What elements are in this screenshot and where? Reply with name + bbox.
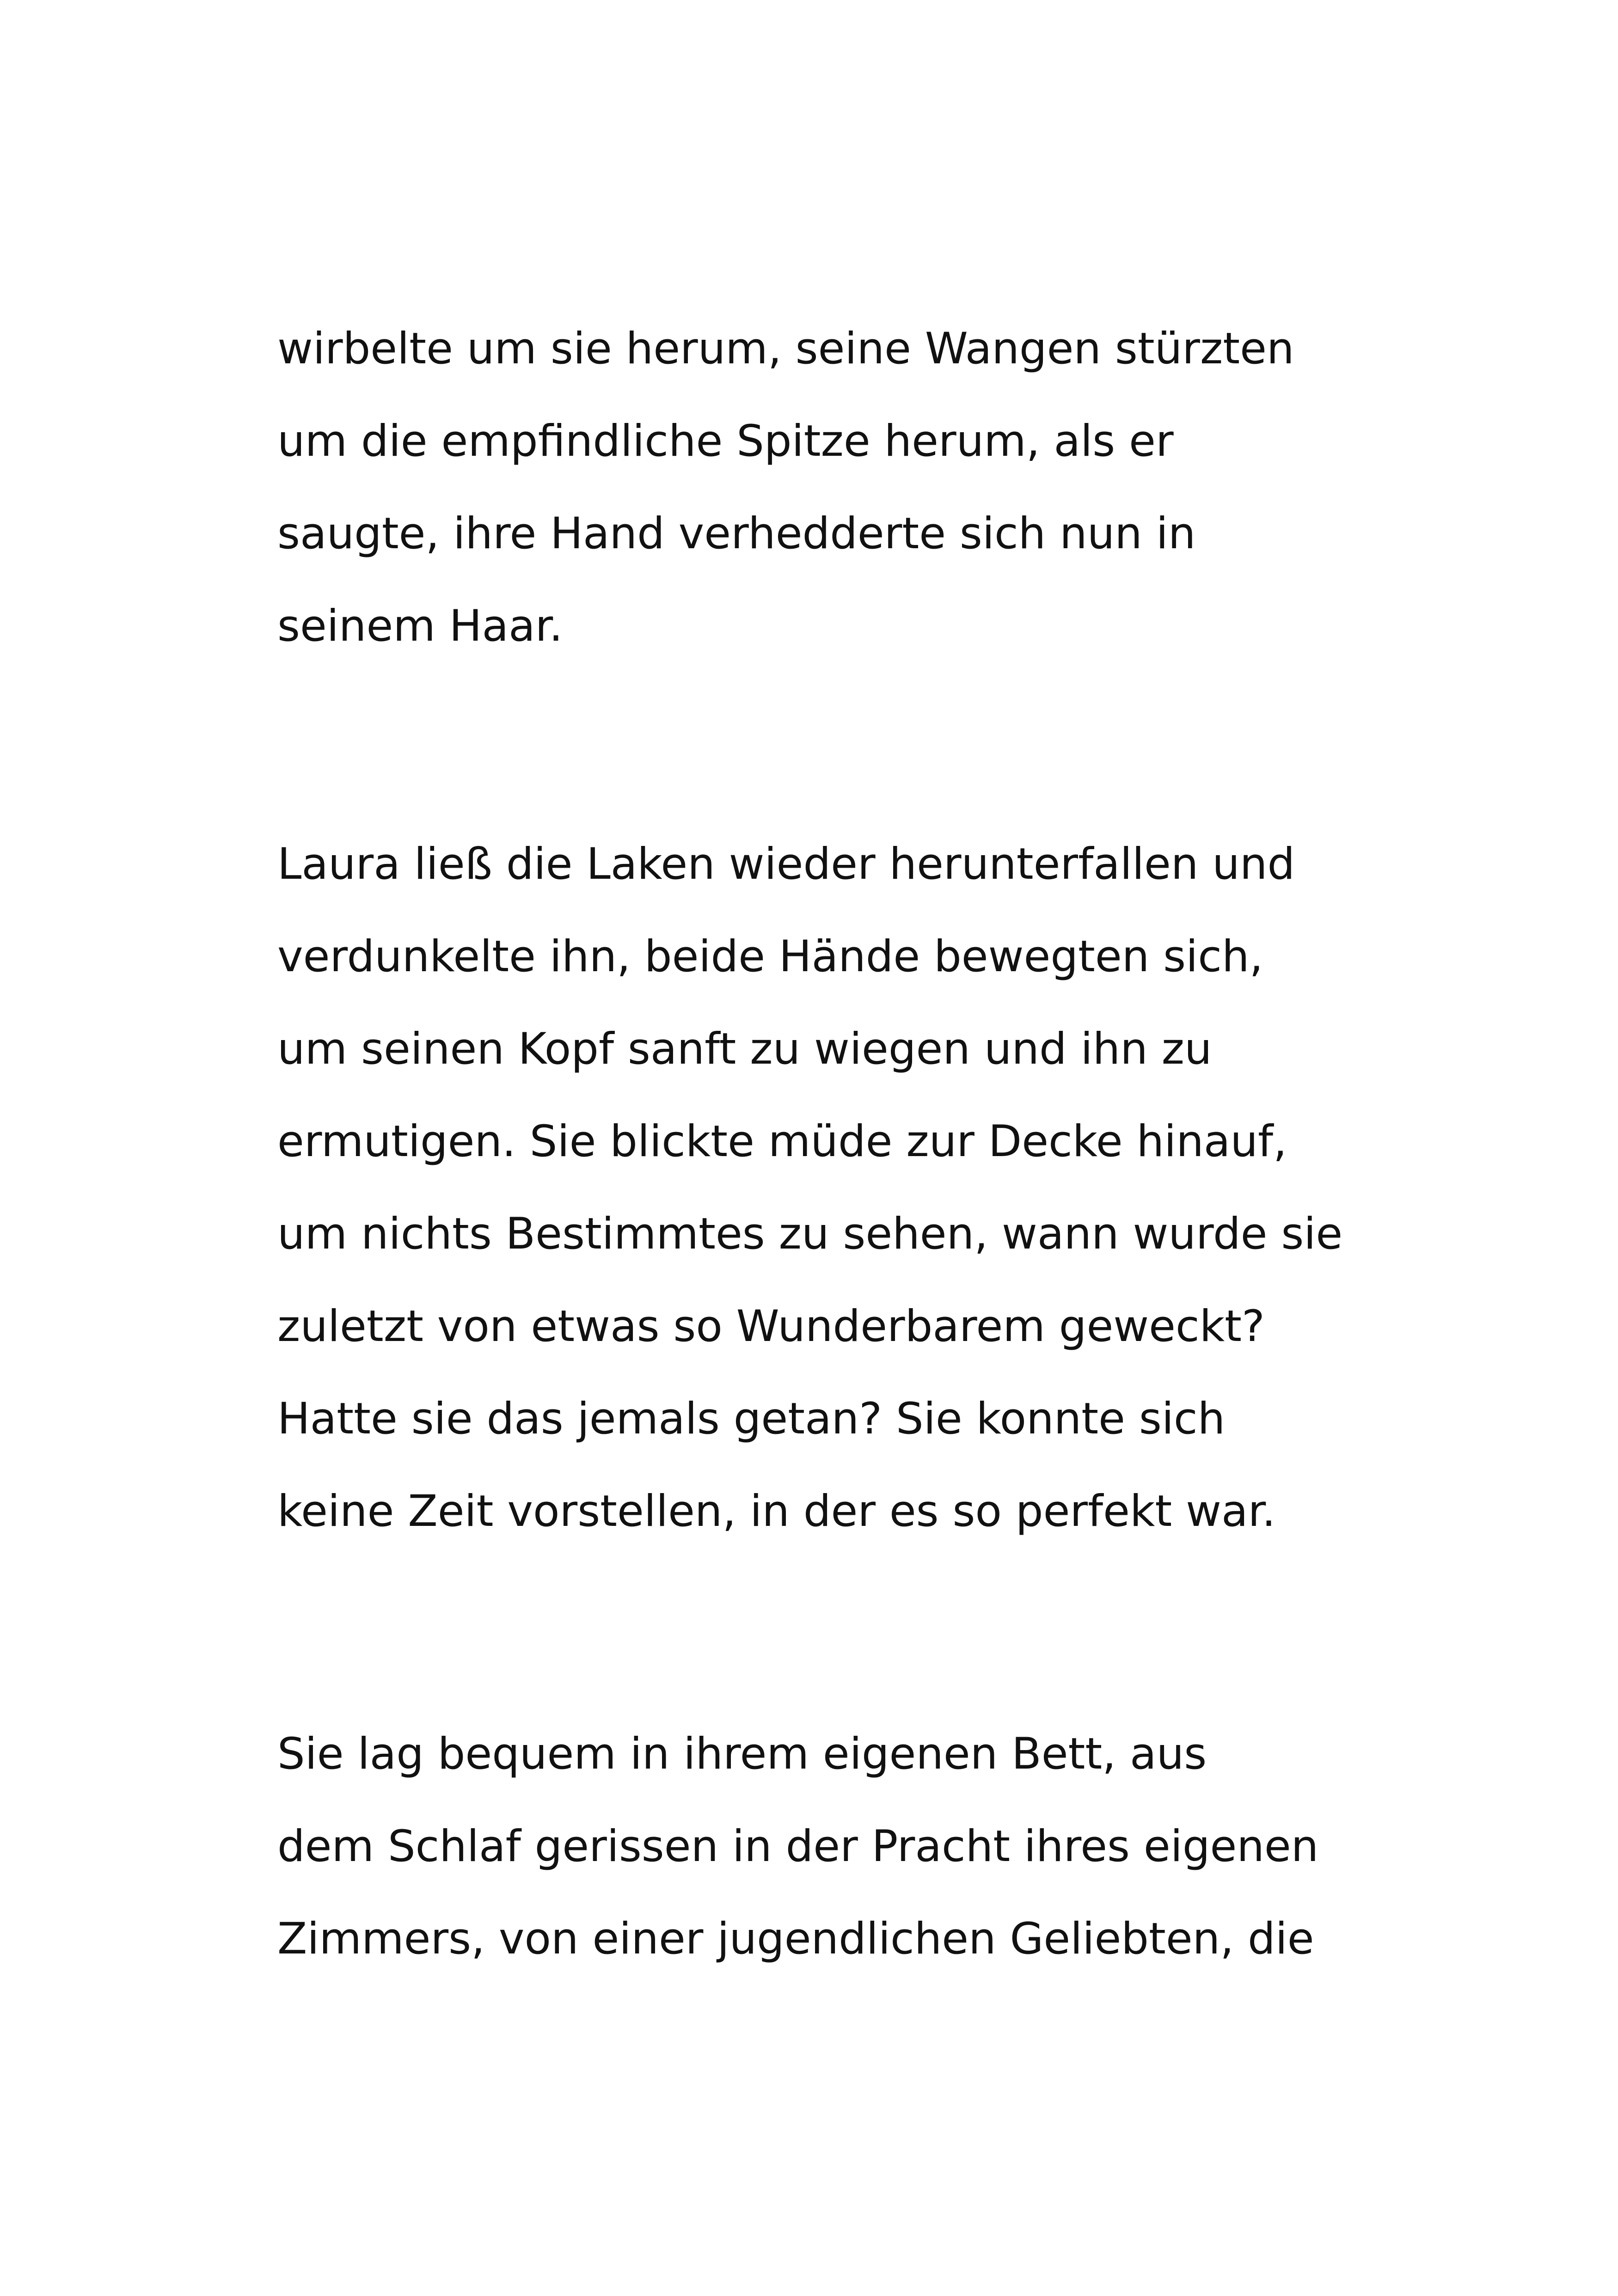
text-line: wirbelte um sie herum, seine Wangen stürzten (277, 324, 1294, 374)
text-line: um die empfindliche Spitze herum, als er (277, 416, 1174, 466)
text-line: keine Zeit vorstellen, in der es so perfekt war. (277, 1486, 1276, 1537)
text-line: Sie lag bequem in ihrem eigenen Bett, aus (277, 1729, 1207, 1779)
text-line: um nichts Bestimmtes zu sehen, wann wurde sie (277, 1209, 1343, 1259)
paragraph-2 (277, 818, 1526, 1558)
text-line: seinem Haar. (277, 601, 563, 651)
text-line: saugte, ihre Hand verhedderte sich nun in (277, 508, 1196, 559)
text-line: ermutigen. Sie blickte müde zur Decke hinauf, (277, 1116, 1287, 1167)
text-line: Hatte sie das jemals getan? Sie konnte sich (277, 1394, 1226, 1444)
text-line: verdunkelte ihn, beide Hände bewegten sich, (277, 931, 1263, 982)
text-line: um seinen Kopf sanft zu wiegen und ihn zu (277, 1024, 1212, 1074)
text-line: dem Schlaf gerissen in der Pracht ihres eigenen (277, 1821, 1319, 1872)
paragraph-3 (277, 1708, 1526, 1985)
text-line: Laura ließ die Laken wieder herunterfallen und (277, 839, 1295, 889)
text-line: Zimmers, von einer jugendlichen Geliebten, die (277, 1914, 1314, 1964)
paragraph-1 (277, 303, 1526, 673)
text-line: zuletzt von etwas so Wunderbarem geweckt? (277, 1301, 1265, 1352)
